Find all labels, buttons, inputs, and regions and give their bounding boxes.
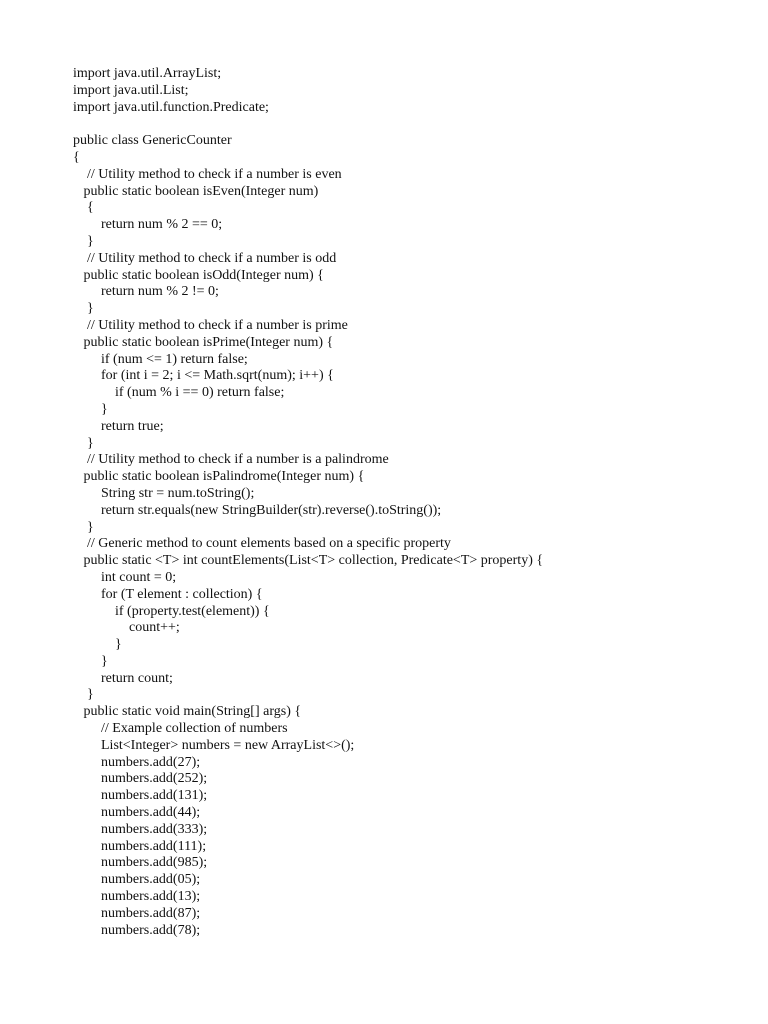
code-line: numbers.add(78); <box>73 922 201 938</box>
code-line: } <box>73 637 122 653</box>
code-line: List<Integer> numbers = new ArrayList<>(); <box>73 737 355 753</box>
code-line: return num % 2 == 0; <box>73 217 223 233</box>
code-line: public static boolean isEven(Integer num) <box>73 183 319 199</box>
code-line: numbers.add(111); <box>73 838 207 854</box>
code-line: // Example collection of numbers <box>73 721 288 737</box>
code-line: public static boolean isOdd(Integer num) { <box>73 267 324 283</box>
code-line: // Utility method to check if a number is odd <box>73 250 337 266</box>
code-line: String str = num.toString(); <box>73 485 255 501</box>
code-line: import java.util.List; <box>73 82 189 98</box>
code-line: } <box>73 687 94 703</box>
code-line: for (T element : collection) { <box>73 586 263 602</box>
code-line: return count; <box>73 670 173 686</box>
code-line: numbers.add(87); <box>73 905 201 921</box>
code-line: if (num % i == 0) return false; <box>73 385 285 401</box>
code-line: // Utility method to check if a number is a palindrome <box>73 452 389 468</box>
code-line: if (property.test(element)) { <box>73 603 270 619</box>
code-line: } <box>73 233 94 249</box>
code-line: if (num <= 1) return false; <box>73 351 248 367</box>
code-line: // Generic method to count elements based on a specific property <box>73 536 451 552</box>
code-line: numbers.add(131); <box>73 788 208 804</box>
code-line: numbers.add(27); <box>73 754 201 770</box>
code-line: public static <T> int countElements(List<T> collection, Predicate<T> property) { <box>73 553 544 569</box>
code-line: numbers.add(44); <box>73 805 201 821</box>
code-line: numbers.add(252); <box>73 771 208 787</box>
code-line: int count = 0; <box>73 569 177 585</box>
code-line: public static boolean isPalindrome(Integer num) { <box>73 469 365 485</box>
code-line: { <box>73 200 94 216</box>
code-line: numbers.add(13); <box>73 889 201 905</box>
code-line: for (int i = 2; i <= Math.sqrt(num); i++) { <box>73 368 334 384</box>
code-line: } <box>73 519 94 535</box>
code-line: } <box>73 653 108 669</box>
code-listing <box>73 66 543 939</box>
code-line: { <box>73 149 80 165</box>
code-line: numbers.add(05); <box>73 872 201 888</box>
code-line: import java.util.ArrayList; <box>73 66 222 81</box>
code-line <box>73 116 543 133</box>
code-line: return str.equals(new StringBuilder(str).reverse().toString()); <box>73 502 442 518</box>
code-line: } <box>73 301 94 317</box>
code-line: // Utility method to check if a number is prime <box>73 317 348 333</box>
code-line: } <box>73 435 94 451</box>
code-line: // Utility method to check if a number is even <box>73 166 342 182</box>
code-line: numbers.add(333); <box>73 821 208 837</box>
code-line: } <box>73 401 108 417</box>
code-line: return num % 2 != 0; <box>73 284 219 300</box>
code-line: import java.util.function.Predicate; <box>73 99 269 115</box>
code-line: public static void main(String[] args) { <box>73 704 302 720</box>
code-line: public class GenericCounter <box>73 133 232 149</box>
code-line: public static boolean isPrime(Integer num) { <box>73 334 334 350</box>
code-line: numbers.add(985); <box>73 855 208 871</box>
code-line: count++; <box>73 620 180 636</box>
code-line: return true; <box>73 418 164 434</box>
